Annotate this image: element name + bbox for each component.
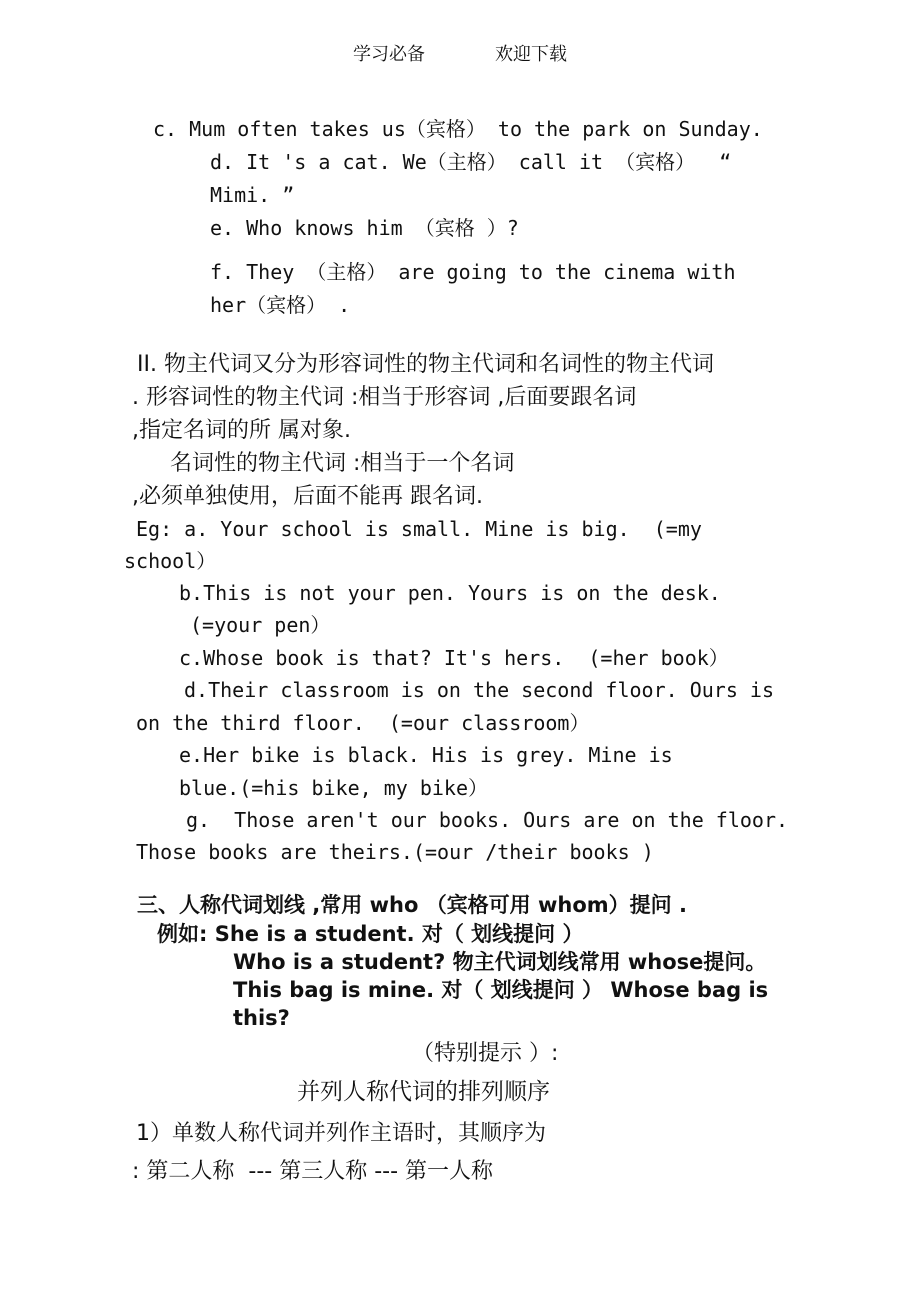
section3-example-line1: 例如: She is a student. 对（ 划线提问 ） [157,922,584,946]
eg-g-line2: Those books are theirs.(=our /their books ) [136,840,654,864]
example-f-line2: her（宾格） . [210,293,351,317]
special-tip: （特别提示 ）: [412,1041,559,1066]
section3-example-line3: This bag is mine. 对（ 划线提问 ） Whose bag is [233,978,769,1002]
header-left: 学习必备 [353,44,425,65]
eg-d-line1: d.Their classroom is on the second floor. Ours is [184,678,775,702]
order-rule-line2: : 第二人称 --- 第三人称 --- 第一人称 [132,1159,494,1184]
section3-example-line4: this? [233,1006,290,1030]
example-e: e. Who knows him （宾格 ）? [210,216,519,240]
order-rule-line1: 1）单数人称代词并列作主语时，其顺序为 [136,1121,546,1146]
eg-a-line1: Eg: a. Your school is small. Mine is big. (=my [136,517,702,541]
eg-a-line2: school） [124,549,217,573]
eg-e-line1: e.Her bike is black. His is grey. Mine is [179,743,673,767]
eg-e-line2: blue.(=his bike, my bike） [179,776,488,800]
eg-b-line1: b.This is not your pen. Yours is on the desk. [179,581,721,605]
example-c: c. Mum often takes us（宾格） to the park on Sunday. [153,117,763,141]
section3-heading: 三、人称代词划线 ,常用 who （宾格可用 whom）提问 . [137,893,687,917]
header-right: 欢迎下载 [495,44,567,65]
eg-b-line2: (=your pen） [190,613,331,637]
order-title: 并列人称代词的排列顺序 [297,1079,550,1105]
example-d-line1: d. It 's a cat. We（主格） call it （宾格） “ [210,150,732,174]
section2-line4: 名词性的物主代词 :相当于一个名词 [170,451,515,476]
section2-line3: ,指定名词的所 属对象. [132,418,351,443]
section2-line2: . 形容词性的物主代词 :相当于形容词 ,后面要跟名词 [132,385,637,410]
example-f-line1: f. They （主格） are going to the cinema with [210,260,736,284]
example-d-line2: Mimi. ” [210,183,295,207]
section2-heading: II. 物主代词又分为形容词性的物主代词和名词性的物主代词 [137,352,714,377]
section2-line5: ,必须单独使用，后面不能再 跟名词. [132,484,483,509]
eg-g-line1: g. Those aren't our books. Ours are on the floor. [186,808,789,832]
section3-example-line2: Who is a student? 物主代词划线常用 whose提问。 [233,950,767,974]
eg-c: c.Whose book is that? It's hers. (=her book） [179,646,729,670]
eg-d-line2: on the third floor. (=our classroom） [136,711,590,735]
